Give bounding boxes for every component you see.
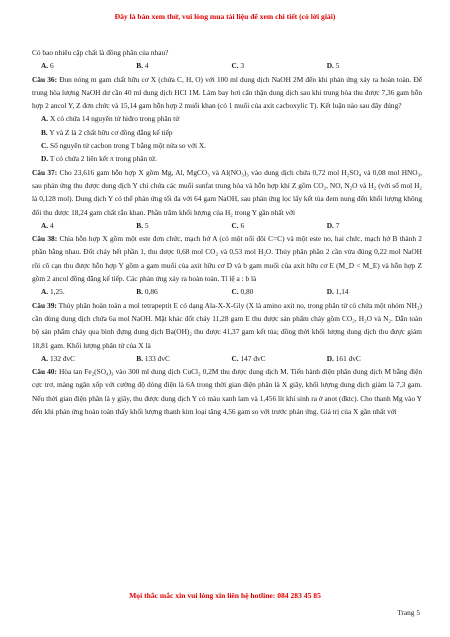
question-label: Câu 38: xyxy=(32,234,58,244)
answer-option: B. 0,86 xyxy=(136,287,158,297)
answer-option: C. 0,80 xyxy=(231,287,254,297)
question-text: Cho 23,616 gam hỗn hợp X gồm Mg, Al, MgCO₃ và Al(NO₃)₃ vào dung dịch chứa 0,72 mol H₂SO₄ và 0,08 mol HNO₃, sau phản ứng thu được dung dịch Y chỉ chứa các muối sunfat trung hòa và hỗn hợp khí Z gồm CO₂, NO, N₂O và H₂ (với số mol H₂ là 0,128 mol). Dung dịch Y có thể phản ứng tối đa với 64 gam NaOH, sau phản ứng lọc lấy kết tủa đem nung đến khối lượng không đổi thu được 18,24 gam chất rắn khan. Phần trăm khối lượng của H₂ trong Y gần nhất với xyxy=(32,167,422,217)
question-text: Hòa tan Fe₂(SO₄)₃ vào 300 ml dung dịch CuCl₂ 0,2M thu được dung dịch M. Tiến hành điện phân dung dịch M bằng điện cực trơ, màng ngăn xốp với cường độ dòng điện là 6A trong thời gian điện phân là X giây, khối lượng dung dịch giảm là 7,3 gam. Nếu thời gian điện phân là y giây, thu được dung dịch Y có màu xanh lam và 1,456 lít khí sinh ra ở anot (đktc). Cho thanh Mg vào Y đến khi phản ứng hoàn toàn thấy khối lượng thanh kim loại tăng 4,56 gam so với trước phản ứng. Giá trị của X gần nhất với xyxy=(32,367,423,417)
question-36 xyxy=(32,73,422,113)
answer-option: D. 161 đvC xyxy=(326,353,361,363)
answer-option: B. Y và Z là 2 chất hữu cơ đồng đẳng kế tiếp xyxy=(41,127,173,137)
answer-option: A. 1,25. xyxy=(41,287,65,297)
question-label: Câu 40: xyxy=(32,367,57,377)
question-39 xyxy=(32,299,422,352)
answer-row xyxy=(32,219,422,232)
question-38 xyxy=(32,232,422,285)
answer-option: A. 6 xyxy=(41,61,54,71)
answer-option: C. 147 đvC xyxy=(231,353,266,363)
page-number: Trang 5 xyxy=(397,608,420,617)
question-40 xyxy=(32,365,422,418)
hotline-banner: Mọi thắc mắc xin vui lòng xin liên hệ hotline: 084 283 45 85 xyxy=(129,591,321,600)
question-text: Chia hỗn hợp X gồm một este đơn chức, mạch hở A (có một nối đôi C=C) và một este no, hai chức, mạch hở B thành 2 phần bằng nhau. Đốt cháy hết phần 1, thu được 0,68 mol CO₂ và 0,53 mol H₂O. Thủy phân phần 2 cần vừa đúng 0,22 mol NaOH rồi cô cạn thu được hỗn hợp Y gồm a gam muối của axit hữu cơ D và b gam muối của axit hữu cơ E (M_D < M_E) và hỗn hợp Z gồm 2 ancol đồng đẳng kế tiếp. Các phản ứng xảy ra hoàn toàn. Tỉ lệ a : b là xyxy=(32,234,422,284)
preview-banner: Đây là bản xem thử, vui lòng mua tài liệu để xem chi tiết (có lời giải) xyxy=(114,12,336,21)
document-content xyxy=(32,46,422,418)
question-text: Thủy phân hoàn toàn a mol tetrapeptit E có dạng Ala-X-X-Gly (X là amino axit no, trong phân tử có chứa một nhóm NH₂) cần dùng dung dịch chứa 6a mol NaOH. Mặt khác đốt cháy 11,28 gam E thu được sản phẩm cháy gồm CO₂, H₂O và N₂. Dẫn toàn bộ sản phẩm cháy qua bình đựng dung dịch Ba(OH)₂ thu được 41,37 gam kết tủa; đồng thời khối lượng dung dịch thu được giảm 18,81 gam. Khối lượng phân tử của X là xyxy=(32,300,422,350)
answer-row xyxy=(32,352,422,365)
answer-option: A. 4 xyxy=(41,220,54,230)
question-label: Câu 36: xyxy=(32,74,58,84)
question-text: Có bao nhiêu cặp chất là đồng phân của nhau? xyxy=(32,48,169,57)
question-37 xyxy=(32,166,422,219)
answer-option: D. 5 xyxy=(326,61,340,71)
answer-option: A. X có chứa 14 nguyên tử hiđro trong phân tử xyxy=(41,114,180,124)
answer-option: D. 7 xyxy=(326,220,340,230)
answer-option: B. 5 xyxy=(136,220,149,230)
question-text: Đun nóng m gam chất hữu cơ X (chứa C, H, O) với 100 ml dung dịch NaOH 2M đến khi phản ứng xảy ra hoàn toàn. Để trung hòa lượng NaOH dư cần 40 ml dung dịch HCl 1M. Làm bay hơi cẩn thận dung dịch sau khi trung hòa thu được 7,36 gam hỗn hợp 2 ancol Y, Z đơn chức và 15,14 gam hỗn hợp 2 muối khan (có 1 muối của axit cacboxylic T). Kết luận nào sau đây đúng? xyxy=(32,74,423,111)
answer-option: D. 1,14 xyxy=(326,287,349,297)
answer-option: C. 3 xyxy=(231,61,245,71)
question-label: Câu 39: xyxy=(32,300,57,310)
answer-option: C. Số nguyên tử cacbon trong T bằng một nửa so với X. xyxy=(41,141,206,151)
answer-option: B. 4 xyxy=(136,61,149,71)
answer-option: B. 133 đvC xyxy=(136,353,170,363)
answer-option: A. 132 đvC xyxy=(41,353,76,363)
answer-row xyxy=(32,285,422,298)
answer-option: C. 6 xyxy=(231,220,245,230)
answer-row xyxy=(32,59,422,72)
answer-option: D. T có chứa 2 liên kết π trong phân tử. xyxy=(41,154,157,164)
question-label: Câu 37: xyxy=(32,167,58,177)
